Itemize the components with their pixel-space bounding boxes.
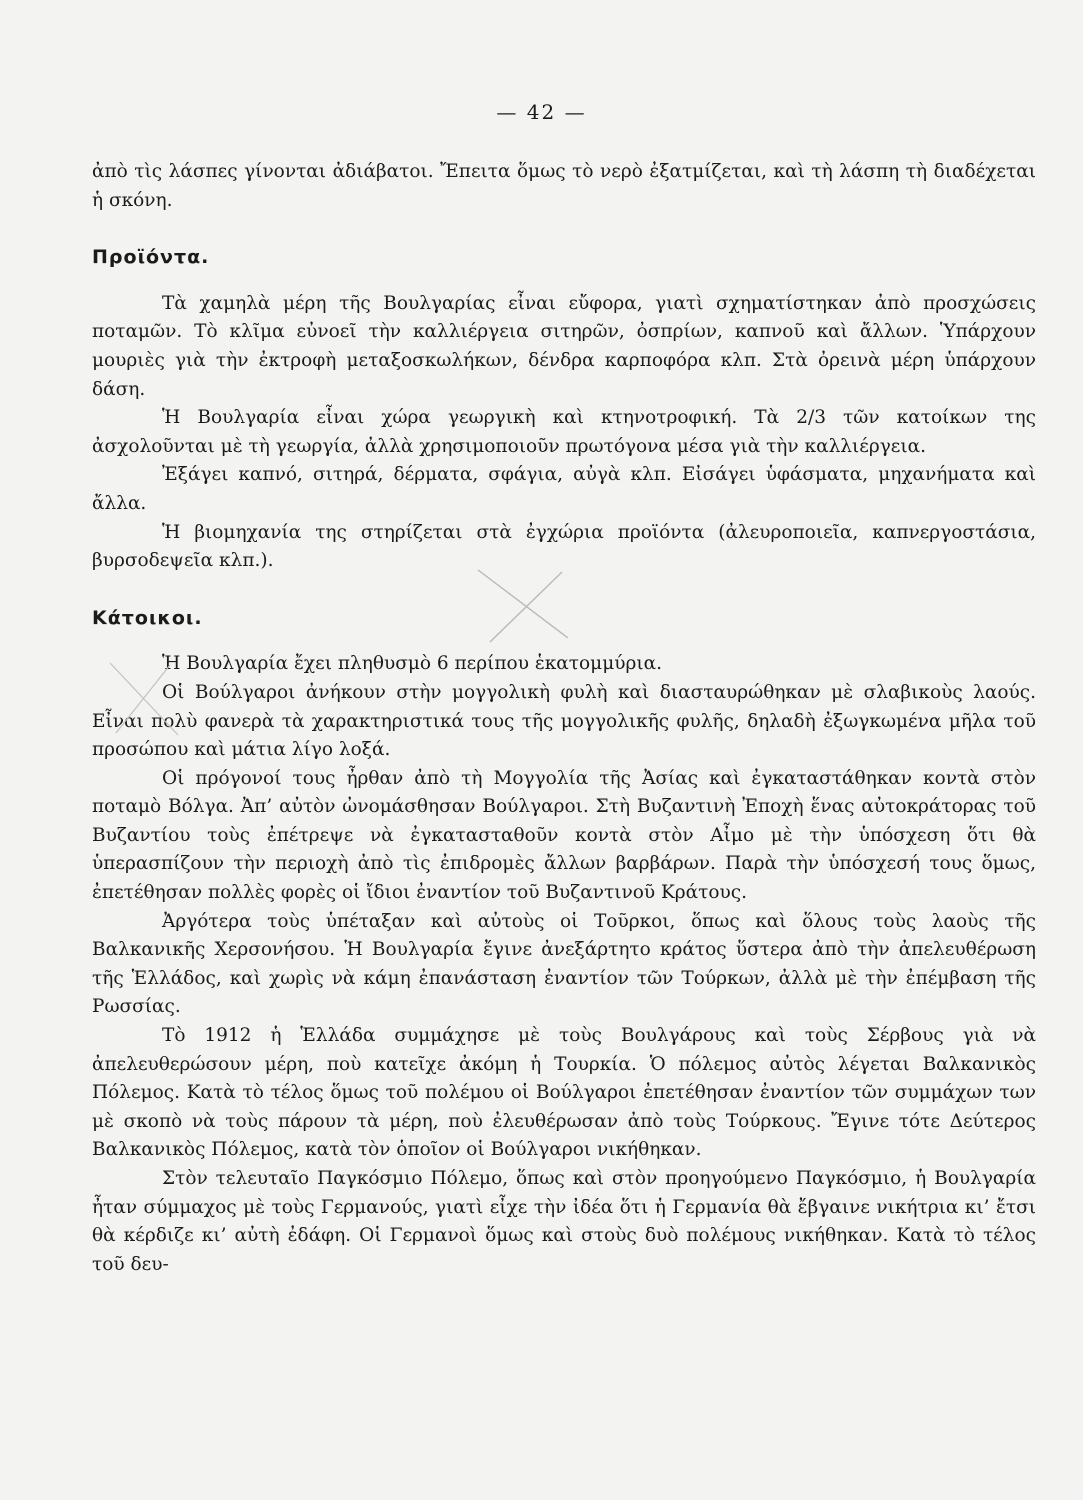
inhabitants-paragraph-3: Οἱ πρόγονοί τους ἦρθαν ἀπὸ τὴ Μογγολία τῆς Ἀσίας καὶ ἐγκαταστάθηκαν κοντὰ στὸν ποταμὸ Βόλγα. Ἀπ’ αὐτὸν ὠνομάσθησαν Βούλγαροι. Στὴ Βυζαντινὴ Ἐποχὴ ἕνας αὐτοκράτορας τοῦ Βυζαντίου τοὺς ἐπέτρεψε νὰ ἐγκατασταθοῦν κοντὰ στὸν Αἶμο μὲ τὴν ὑπόσχεση ὅτι θὰ ὑπερασπίζουν τὴν περιοχὴ ἀπὸ τὶς ἐπιδρομὲς ἄλλων βαρβάρων. Παρὰ τὴν ὑπόσχεσή τους ὅμως, ἐπετέθησαν πολλὲς φορὲς οἱ ἴδιοι ἐναντίον τοῦ Βυζαντινοῦ Κράτους. <box>92 767 1036 904</box>
page-number: — 42 — <box>496 100 587 124</box>
products-paragraph-4: Ἡ βιομηχανία της στηρίζεται στὰ ἐγχώρια προϊόντα (ἀλευροποιεῖα, καπνεργοστάσια, βυρσοδεψεῖα κλπ.). <box>92 521 1036 572</box>
inhabitants-paragraph-4: Ἀργότερα τοὺς ὑπέταξαν καὶ αὐτοὺς οἱ Τοῦρκοι, ὅπως καὶ ὅλους τοὺς λαοὺς τῆς Βαλκανικῆς Χερσονήσου. Ἡ Βουλγαρία ἔγινε ἀνεξάρτητο κράτος ὕστερα ἀπὸ τὴν ἀπελευθέρωση τῆς Ἑλλάδος, καὶ χωρὶς νὰ κάμη ἐπανάσταση ἐναντίον τῶν Τούρκων, ἀλλὰ μὲ τὴν ἐπέμβαση τῆς Ρωσσίας. <box>92 910 1036 1018</box>
section-heading-inhabitants: Κάτοικοι. <box>92 606 203 629</box>
inhabitants-paragraph-2: Οἱ Βούλγαροι ἀνήκουν στὴν μογγολικὴ φυλὴ καὶ διασταυρώθηκαν μὲ σλαβικοὺς λαούς. Εἶναι πολὺ φανερὰ τὰ χαρακτηριστικά τους τῆς μογγολικῆς φυλῆς, δηλαδὴ ἐξωγκωμένα μῆλα τοῦ προσώπου καὶ μάτια λίγο λοξά. <box>92 681 1036 761</box>
inhabitants-paragraph-6: Στὸν τελευταῖο Παγκόσμιο Πόλεμο, ὅπως καὶ στὸν προηγούμενο Παγκόσμιο, ἡ Βουλγαρία ἦταν σύμμαχος μὲ τοὺς Γερμανούς, γιατὶ εἶχε τὴν ἰδέα ὅτι ἡ Γερμανία θὰ ἔβγαινε νικήτρια κι’ ἔτσι θὰ κέρδιζε κι’ αὐτὴ ἐδάφη. Οἱ Γερμανοὶ ὅμως καὶ στοὺς δυὸ πολέμους νικήθηκαν. Κατὰ τὸ τέλος τοῦ δευ- <box>92 1168 1036 1275</box>
inhabitants-paragraph-1: Ἡ Βουλγαρία ἔχει πληθυσμὸ 6 περίπου ἑκατομμύρια. <box>162 653 662 675</box>
section-heading-products: Προϊόντα. <box>92 246 210 269</box>
inhabitants-paragraph-5: Τὸ 1912 ἡ Ἑλλάδα συμμάχησε μὲ τοὺς Βουλγάρους καὶ τοὺς Σέρβους γιὰ νὰ ἀπελευθερώσουν μέρη, ποὺ κατεῖχε ἀκόμη ἡ Τουρκία. Ὁ πόλεμος αὐτὸς λέγεται Βαλκανικὸς Πόλεμος. Κατὰ τὸ τέλος ὅμως τοῦ πολέμου οἱ Βούλγαροι ἐπετέθησαν ἐναντίον τῶν συμμάχων των μὲ σκοπὸ νὰ τοὺς πάρουν τὰ μέρη, ποὺ ἐλευθέρωσαν ἀπὸ τοὺς Τούρκους. Ἔγινε τότε Δεύτερος Βαλκανικὸς Πόλεμος, κατὰ τὸν ὁποῖον οἱ Βούλγαροι νικήθηκαν. <box>92 1025 1036 1161</box>
opening-paragraph: ἀπὸ τὶς λάσπες γίνονται ἀδιάβατοι. Ἔπειτα ὅμως τὸ νερὸ ἐξατμίζεται, καὶ τὴ λάσπη τὴ διαδέχεται ἡ σκόνη. <box>92 161 1036 211</box>
products-paragraph-2: Ἡ Βουλγαρία εἶναι χώρα γεωργικὴ καὶ κτηνοτροφική. Τὰ 2/3 τῶν κατοίκων της ἀσχολοῦνται μὲ τὴ γεωργία, ἀλλὰ χρησιμοποιοῦν πρωτόγονα μέσα γιὰ τὴν καλλιέργεια. <box>92 407 1036 457</box>
products-paragraph-3: Ἐξάγει καπνό, σιτηρά, δέρματα, σφάγια, αὐγὰ κλπ. Εἰσάγει ὑφάσματα, μηχανήματα καὶ ἄλλα. <box>92 464 1036 514</box>
products-paragraph-1: Τὰ χαμηλὰ μέρη τῆς Βουλγαρίας εἶναι εὔφορα, γιατὶ σχηματίστηκαν ἀπὸ προσχώσεις ποταμῶν. Τὸ κλῖμα εὐνοεῖ τὴν καλλιέργεια σιτηρῶν, ὀσπρίων, καπνοῦ καὶ ἄλλων. Ὑπάρχουν μουριὲς γιὰ τὴν ἐκτροφὴ μεταξοσκωλήκων, δένδρα καρποφόρα κλπ. Στὰ ὀρεινὰ μέρη ὑπάρχουν δάση. <box>92 292 1036 400</box>
page-body <box>92 158 1036 1279</box>
